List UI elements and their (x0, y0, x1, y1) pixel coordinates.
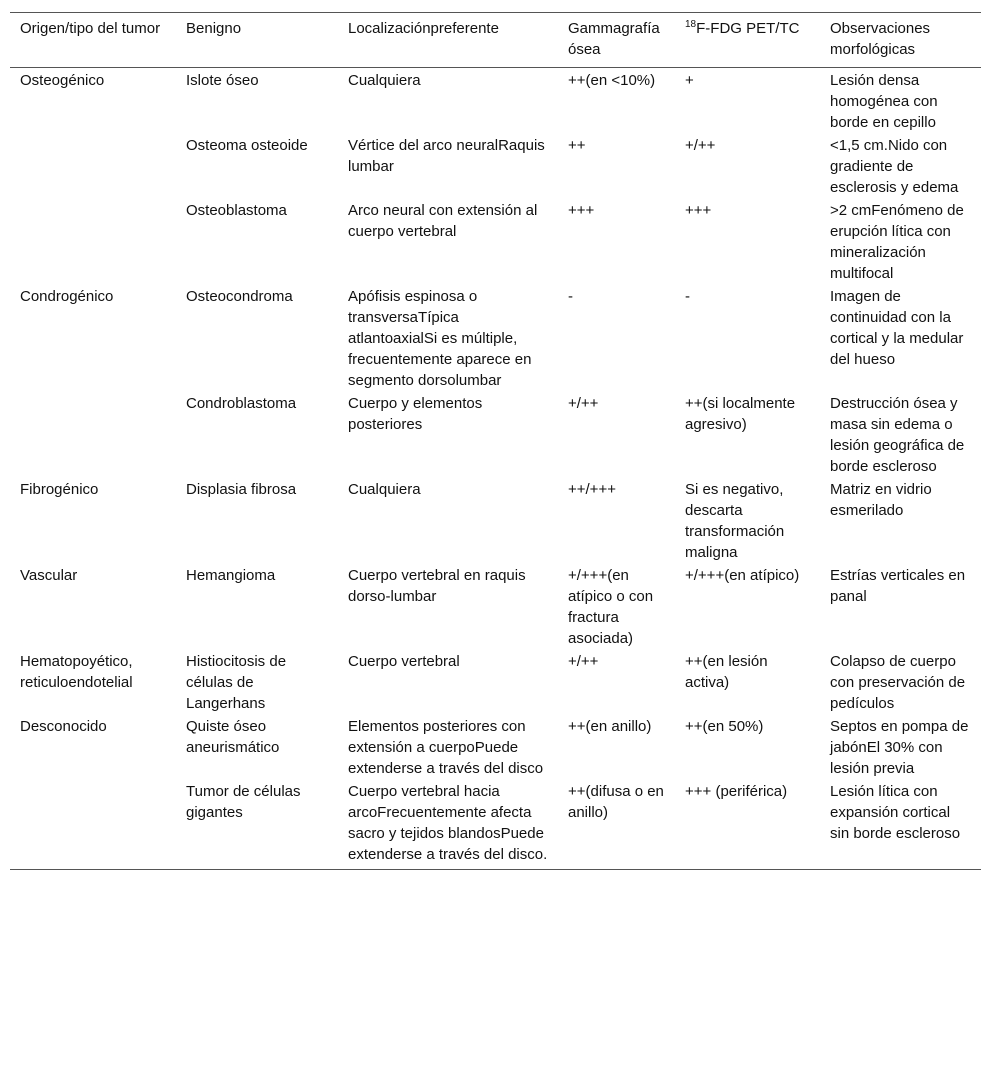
cell-location: Vértice del arco neuralRaquis lumbar (348, 137, 545, 175)
cell-location: Cuerpo y elementos posteriores (348, 395, 483, 433)
cell-origin: Hematopoyético, reticuloendotelial (20, 653, 133, 691)
cell-scintigraphy: ++(difusa o en anillo) (568, 783, 664, 821)
cell-pet: - (685, 288, 690, 305)
cell-observations: <1,5 cm.Nido con gradiente de esclerosis y edema (830, 137, 959, 196)
header-benign: Benigno (186, 20, 242, 37)
cell-origin: Vascular (20, 567, 78, 584)
cell-scintigraphy: +/++ (568, 653, 599, 670)
table-row (10, 392, 981, 478)
cell-scintigraphy: +/++ (568, 395, 599, 412)
cell-scintigraphy: - (568, 288, 573, 305)
cell-scintigraphy: ++/+++ (568, 481, 616, 498)
cell-benign: Quiste óseo aneurismático (186, 718, 280, 756)
table-row (10, 780, 981, 870)
cell-pet: ++(en lesión activa) (685, 653, 768, 691)
cell-origin (10, 392, 176, 478)
cell-origin: Osteogénico (20, 72, 105, 89)
cell-origin: Desconocido (20, 718, 107, 735)
cell-pet: Si es negativo, descarta transformación maligna (685, 481, 785, 561)
cell-observations: >2 cmFenómeno de erupción lítica con mineralización multifocal (830, 202, 964, 282)
cell-location: Arco neural con extensión al cuerpo vertebral (348, 202, 538, 240)
header-row (10, 13, 981, 68)
cell-pet: +++ (685, 202, 712, 219)
cell-location: Cuerpo vertebral en raquis dorso-lumbar (348, 567, 526, 605)
cell-observations: Lesión densa homogénea con borde en cepillo (830, 72, 938, 131)
table-row (10, 199, 981, 285)
table-row (10, 564, 981, 650)
cell-location: Elementos posteriores con extensión a cuerpoPuede extenderse a través del disco (348, 718, 544, 777)
header-pet-superscript: 18 (685, 19, 697, 30)
cell-observations: Matriz en vidrio esmerilado (830, 481, 932, 519)
cell-scintigraphy: ++ (568, 137, 586, 154)
cell-location: Cualquiera (348, 481, 421, 498)
cell-origin (10, 199, 176, 285)
cell-benign: Displasia fibrosa (186, 481, 297, 498)
cell-scintigraphy: +/+++(en atípico o con fractura asociada) (568, 567, 654, 647)
table-row (10, 650, 981, 715)
header-pet (675, 13, 820, 68)
cell-benign: Hemangioma (186, 567, 276, 584)
table-row (10, 715, 981, 780)
cell-pet: + (685, 72, 694, 89)
table-header (10, 13, 981, 68)
cell-benign: Histiocitosis de células de Langerhans (186, 653, 287, 712)
cell-scintigraphy: ++(en <10%) (568, 72, 656, 89)
cell-location: Cualquiera (348, 72, 421, 89)
table-row (10, 285, 981, 392)
cell-observations: Lesión lítica con expansión cortical sin borde escleroso (830, 783, 961, 842)
table-row (10, 478, 981, 564)
cell-location: Cuerpo vertebral hacia arcoFrecuentemente afecta sacro y tejidos blandosPuede extenderse a través del disco. (348, 783, 548, 863)
cell-origin (10, 780, 176, 870)
header-scintigraphy: Gammagrafía ósea (568, 20, 660, 58)
cell-observations: Destrucción ósea y masa sin edema o lesión geográfica de borde escleroso (830, 395, 965, 475)
cell-benign: Islote óseo (186, 72, 259, 89)
cell-benign: Tumor de células gigantes (186, 783, 301, 821)
header-origin: Origen/tipo del tumor (20, 20, 161, 37)
tumor-table-container (10, 12, 981, 870)
table-body (10, 68, 981, 870)
cell-pet: ++(si localmente agresivo) (685, 395, 796, 433)
cell-observations: Septos en pompa de jabónEl 30% con lesión previa (830, 718, 969, 777)
cell-observations: Colapso de cuerpo con preservación de pedículos (830, 653, 966, 712)
header-location: Localizaciónpreferente (348, 20, 499, 37)
cell-observations: Estrías verticales en panal (830, 567, 966, 605)
cell-scintigraphy: +++ (568, 202, 595, 219)
cell-benign: Condroblastoma (186, 395, 297, 412)
cell-benign: Osteocondroma (186, 288, 293, 305)
benign-spinal-tumors-table (10, 12, 981, 870)
cell-benign: Osteoma osteoide (186, 137, 308, 154)
cell-location: Cuerpo vertebral (348, 653, 460, 670)
table-row (10, 68, 981, 135)
cell-pet: +/+++(en atípico) (685, 567, 800, 584)
cell-benign: Osteoblastoma (186, 202, 287, 219)
cell-observations: Imagen de continuidad con la cortical y la medular del hueso (830, 288, 964, 368)
table-row (10, 134, 981, 199)
header-pet-label: F-FDG PET/TC (696, 20, 800, 37)
cell-pet: +/++ (685, 137, 716, 154)
cell-origin: Fibrogénico (20, 481, 99, 498)
cell-origin (10, 134, 176, 199)
header-observations: Observaciones morfológicas (830, 20, 931, 58)
cell-location: Apófisis espinosa o transversaTípica atlantoaxialSi es múltiple, frecuentemente aparece en segmento dorsolumbar (348, 288, 532, 389)
cell-origin: Condrogénico (20, 288, 114, 305)
cell-scintigraphy: ++(en anillo) (568, 718, 652, 735)
cell-pet: +++ (periférica) (685, 783, 788, 800)
cell-pet: ++(en 50%) (685, 718, 764, 735)
